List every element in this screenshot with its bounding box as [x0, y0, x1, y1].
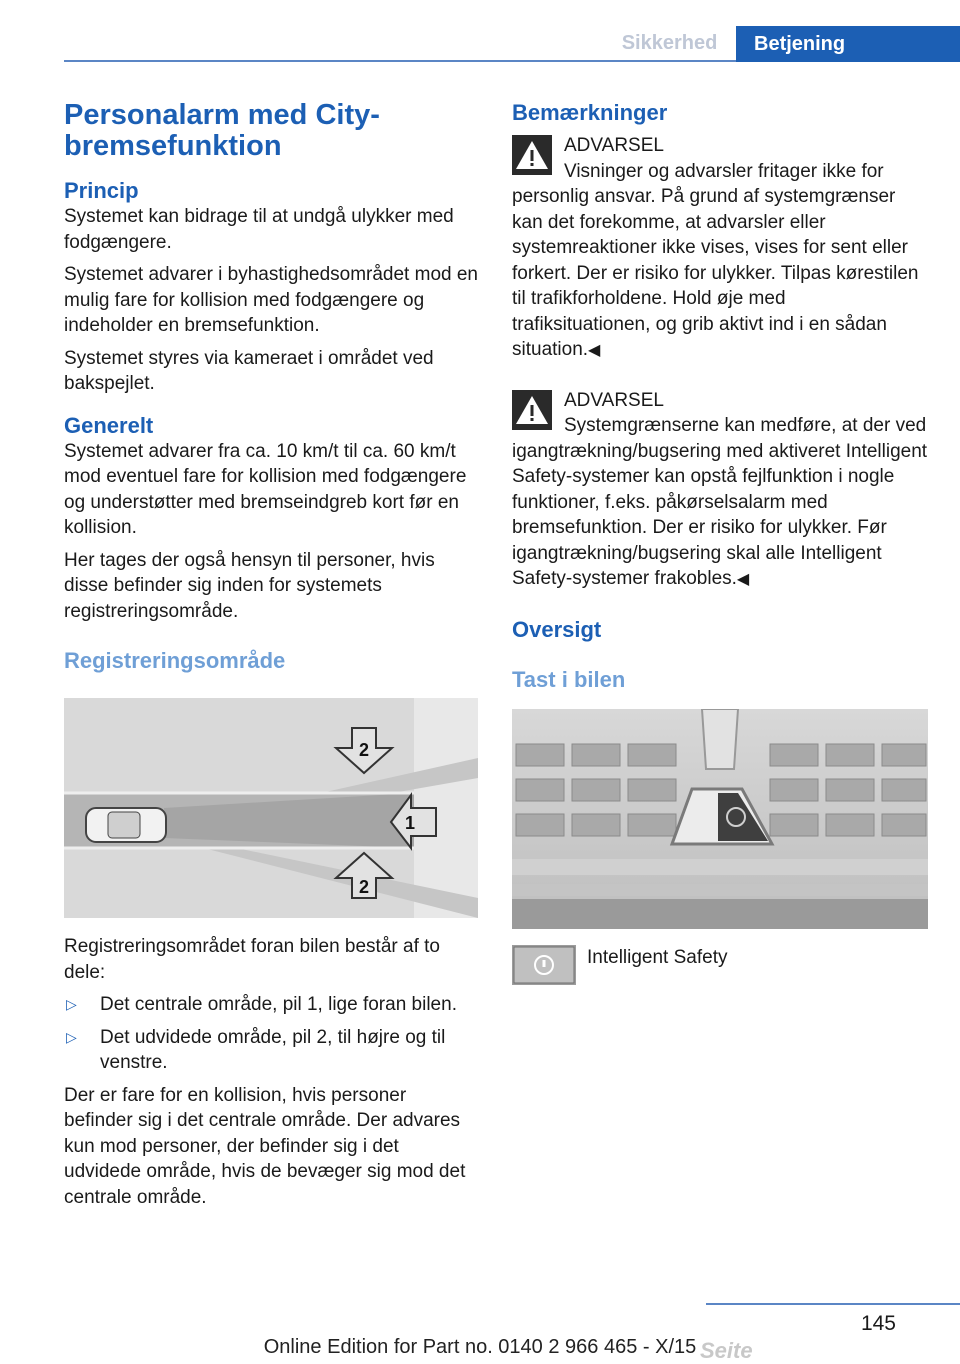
button-row: [512, 945, 928, 987]
arrow-label: 2: [358, 877, 370, 897]
warning-text: Visninger og advarsler fritager ikke for personlig ansvar. På grund af systemgrænser kan det forekomme, at advarsler eller systemreaktioner ikke vises, vises for sent eller forkert. Der er risiko for ulykker. Tilpas kørestilen til trafikforholdene. Hold øje med trafiksituationen, og grib aktivt ind i en sådan situation.◀: [512, 160, 919, 360]
car-button-photo: [512, 709, 928, 929]
paragraph: Der er fare for en kollision, hvis personer befinder sig i det centrale område. Der advares kun mod personer, der befinder sig i det udvidede område, hvis de bevæger sig mod det centrale område.: [64, 1084, 466, 1208]
tab-sikkerhed[interactable]: Sikkerhed: [621, 32, 718, 54]
paragraph: Her tages der også hensyn til personer, hvis disse befinder sig inden for systemets registreringsområde.: [64, 549, 435, 622]
warning-block: [512, 133, 928, 364]
car-icon: [86, 808, 166, 842]
bullet-list: [64, 992, 478, 1076]
triangle-bullet-icon: ▷: [66, 1028, 77, 1045]
warning-text: Systemgrænserne kan medføre, at der ved igangtrækning/bugsering med aktiveret Intelligent Safety-systemer kan opstå fejlfunktion i nogle funktioner, f.eks. påkørselsalarm med bremsefunktion. Der er risiko for ulykker. Før igangtrækning/bugsering skal alle Intelligent Safety-systemer frakobles.◀: [512, 415, 928, 589]
tab-betjening[interactable]: Betjening: [736, 26, 960, 62]
warning-block: [512, 388, 928, 593]
section-heading-princip: Princip: [64, 178, 139, 203]
list-item-text: Det centrale område, pil 1, lige foran bilen.: [100, 994, 457, 1015]
page-number: 145: [860, 1312, 896, 1335]
paragraph: Systemet styres via kameraet i området ved bakspejlet.: [64, 347, 434, 394]
section-heading-generelt: Generelt: [64, 412, 154, 438]
diagram-caption: Registreringsområdet foran bilen består af to dele:: [64, 936, 440, 983]
right-column: [512, 100, 928, 987]
footer-rule: [706, 1303, 960, 1305]
intelligent-safety-button-icon: [512, 945, 576, 985]
paragraph: Systemet advarer fra ca. 10 km/t til ca. 60 km/t mod eventuel fare for kollision med fodgængere og understøtter med bremseindgreb kort før en kollision.: [64, 440, 467, 538]
list-item: [64, 1025, 478, 1076]
section-heading-registrering: Registreringsområde: [64, 648, 286, 673]
arrow-label: 2: [358, 740, 370, 760]
arrow-label: 1: [404, 813, 416, 833]
list-item-text: Det udvidede område, pil 2, til højre og til venstre.: [100, 1026, 446, 1073]
section-heading-notes: Bemærkninger: [512, 100, 668, 125]
warning-title: ADVARSEL: [564, 135, 664, 156]
warning-triangle-icon: [512, 135, 552, 175]
detection-zone-diagram: [64, 698, 478, 918]
section-heading-oversigt: Oversigt: [512, 616, 602, 642]
end-mark-icon: ◀: [588, 342, 601, 359]
left-column: [64, 100, 478, 1210]
section-heading-button: Tast i bilen: [512, 666, 626, 692]
list-item: [64, 992, 478, 1018]
paragraph: Systemet kan bidrage til at undgå ulykker med fodgængere.: [64, 206, 454, 253]
paragraph: Systemet advarer i byhastighedsområdet mod en mulig fare for kollision med fodgængere og indeholder en bremsefunktion.: [64, 264, 478, 336]
watermark: Seite: [700, 1338, 753, 1363]
footer-edition: Online Edition for Part no. 0140 2 966 465 - X/15: [263, 1336, 697, 1358]
triangle-bullet-icon: ▷: [66, 996, 77, 1012]
page-title: Personalarm med City-bremsefunktion: [64, 99, 380, 162]
warning-triangle-icon: [512, 390, 552, 430]
button-label: Intelligent Safety: [587, 946, 728, 968]
end-mark-icon: ◀: [736, 571, 750, 588]
warning-title: ADVARSEL: [564, 389, 664, 411]
